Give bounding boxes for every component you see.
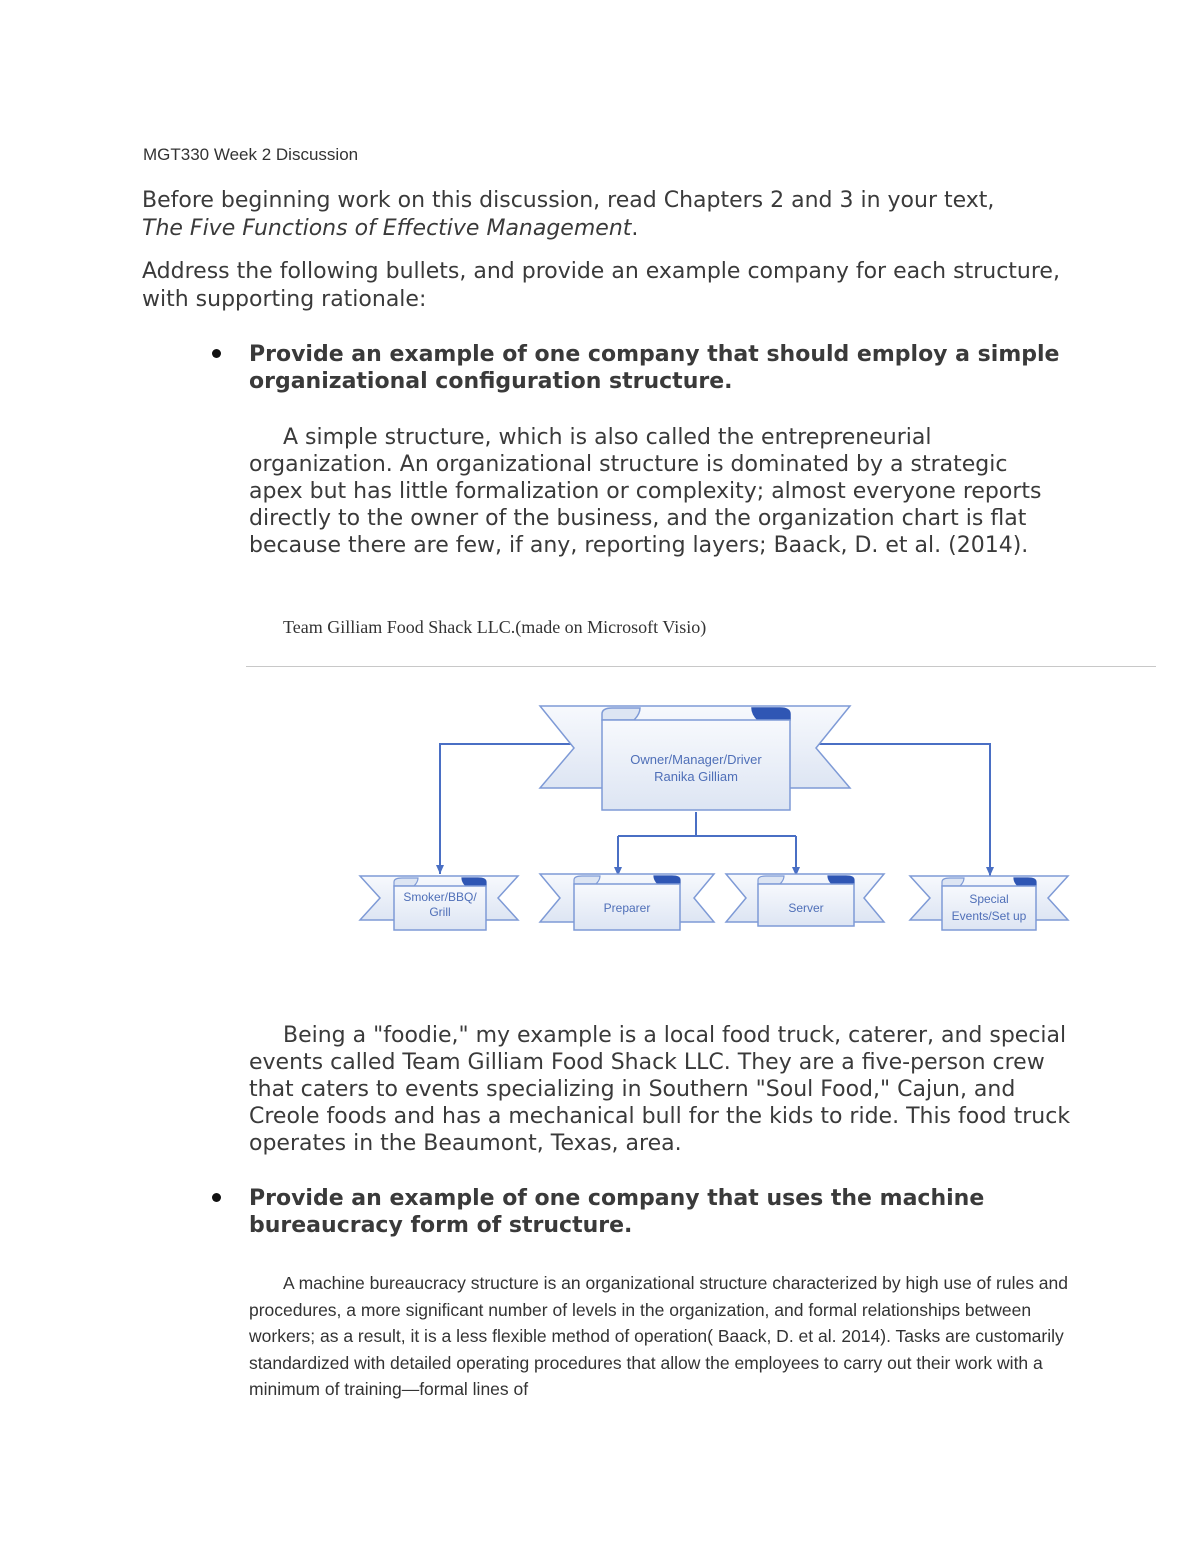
owner-name: Ranika Gilliam <box>654 769 738 784</box>
org-node-preparer <box>540 874 714 930</box>
book-title: The Five Functions of Effective Management <box>142 216 632 241</box>
bullet-2-heading: Provide an example of one company that uses the machine bureaucracy form of structure. <box>249 1186 985 1238</box>
org-node-smoker-line2: Grill <box>429 905 451 919</box>
org-chart-caption: Team Gilliam Food Shack LLC.(made on Microsoft Visio) <box>283 617 707 637</box>
org-node-smoker <box>360 876 518 930</box>
bullet-1-marker <box>212 349 221 358</box>
org-node-special-line1: Special <box>969 892 1009 906</box>
org-node-special-events <box>910 876 1068 930</box>
example-paragraph <box>249 1022 1079 1157</box>
owner-role: Owner/Manager/Driver <box>630 752 762 767</box>
simple-structure-text: A simple structure, which is also called the entrepreneurial organization. An organizational structure is dominated by a strategic apex but has little formalization or complexity; almost everyone reports directly to the owner of the business, and the organization chart is flat because there are few, if any, reporting layers; Baack, D. et al. (2014). <box>249 425 1042 558</box>
org-chart <box>350 700 1080 940</box>
bullet-1-heading: Provide an example of one company that should employ a simple organizational configuration structure. <box>249 342 1060 394</box>
org-node-special-line2: Events/Set up <box>951 909 1027 923</box>
org-node-server <box>726 874 884 926</box>
example-text: Being a "foodie," my example is a local food truck, caterer, and special events called Team Gilliam Food Shack LLC. They are a five-person crew that caters to events specializing in Southern "Soul Food," Cajun, and Creole foods and has a mechanical bull for the kids to ride. This food truck operates in the Beaumont, Texas, area. <box>249 1023 1071 1156</box>
course-title: MGT330 Week 2 Discussion <box>143 145 359 164</box>
instructions-paragraph: Address the following bullets, and provide an example company for each structure, with supporting rationale: <box>142 259 1060 312</box>
machine-bureaucracy-paragraph <box>249 1270 1069 1403</box>
bullet-2-marker <box>212 1193 221 1202</box>
intro-paragraph <box>142 187 1102 243</box>
intro-text: Before beginning work on this discussion, read Chapters 2 and 3 in your text, <box>142 188 995 213</box>
org-node-preparer-label: Preparer <box>603 901 651 915</box>
org-node-server-label: Server <box>788 901 824 915</box>
owner-node <box>540 706 850 810</box>
org-node-smoker-line1: Smoker/BBQ/ <box>403 890 477 904</box>
horizontal-rule <box>246 666 1156 667</box>
simple-structure-paragraph <box>249 424 1049 559</box>
machine-bureaucracy-text: A machine bureaucracy structure is an organizational structure characterized by high use of rules and procedures, a more significant number of levels in the organization, and formal relationships between workers; as a result, it is a less flexible method of operation( Baack, D. et al. 2014). Tasks are customarily standardized with detailed operating procedures that allow the employees to carry out their work with a minimum of training—formal lines of <box>249 1273 1069 1399</box>
intro-period: . <box>631 216 639 241</box>
